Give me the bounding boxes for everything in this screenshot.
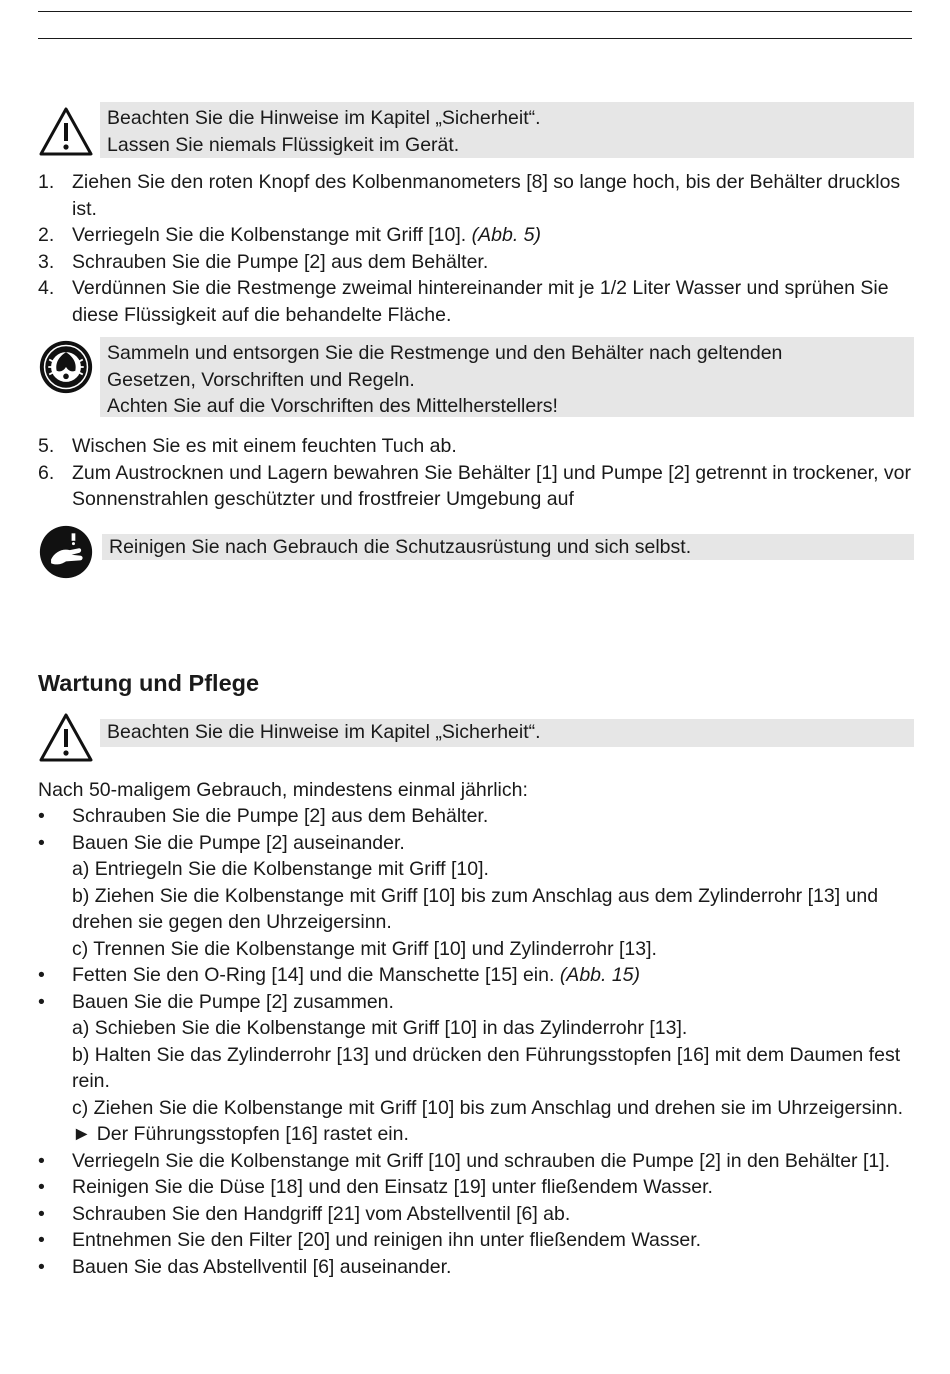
safety-notice-box <box>100 102 914 158</box>
step-number: 6. <box>38 461 55 484</box>
result-note: ► Der Führungsstopfen [16] rastet ein. <box>72 1123 409 1145</box>
cleaning-notice-box <box>102 534 914 560</box>
maintenance-steps <box>38 803 914 1280</box>
step-number: 4. <box>38 277 55 299</box>
step-text: Schrauben Sie den Handgriff [21] vom Abstellventil [6] ab. <box>72 1202 571 1225</box>
sub-step: c) Trennen Sie die Kolbenstange mit Griff [10] und Zylinderrohr [13]. <box>72 937 657 960</box>
list-item <box>38 1201 914 1228</box>
list-item <box>38 1254 914 1281</box>
bullet: • <box>38 1149 45 1172</box>
step-text: Fetten Sie den O-Ring [14] und die Manschette [15] ein. <box>72 964 555 986</box>
figure-reference: (Abb. 15) <box>559 964 641 986</box>
disposal-notice-line-2: Gesetzen, Vorschriften und Regeln. <box>107 368 415 391</box>
emptying-steps <box>38 169 914 328</box>
list-item <box>38 803 914 830</box>
sub-step: b) Halten Sie das Zylinderrohr [13] und drücken den Führungsstopfen [16] mit dem Daumen fest rein. <box>72 1043 901 1092</box>
cleaning-notice-line-1: Reinigen Sie nach Gebrauch die Schutzausrüstung und sich selbst. <box>109 536 692 558</box>
section-title: Wartung und Pflege <box>38 670 260 696</box>
step-text: Verriegeln Sie die Kolbenstange mit Griff [10] und schrauben die Pumpe [2] in den Behälter [1]. <box>72 1149 891 1172</box>
list-item <box>38 830 914 963</box>
list-item <box>38 1227 914 1254</box>
list-item <box>38 989 914 1148</box>
step-text: Zum Austrocknen und Lagern bewahren Sie Behälter [1] und Pumpe [2] getrennt in trockener, vor Sonnenstrahlen geschützter und frostfreier Umgebung auf <box>72 461 912 510</box>
header-rule-top <box>38 11 912 12</box>
step-text: Bauen Sie die Pumpe [2] auseinander. <box>72 831 405 854</box>
disposal-notice-line-3: Achten Sie auf die Vorschriften des Mittelherstellers! <box>107 395 558 417</box>
safety-notice-line-2: Lassen Sie niemals Flüssigkeit im Gerät. <box>107 133 460 156</box>
bullet: • <box>38 964 45 986</box>
list-item <box>38 222 914 249</box>
bullet: • <box>38 990 45 1013</box>
figure-reference: (Abb. 5) <box>471 224 541 246</box>
step-number: 3. <box>38 250 55 273</box>
list-item <box>38 433 914 460</box>
cleaning-notice <box>38 522 914 580</box>
warning-icon <box>38 102 94 162</box>
step-text: Verriegeln Sie die Kolbenstange mit Griff [10]. <box>72 224 467 246</box>
maintenance-intro: Nach 50-maligem Gebrauch, mindestens einmal jährlich: <box>38 779 528 801</box>
bullet: • <box>38 1202 45 1225</box>
disposal-notice-line-1: Sammeln und entsorgen Sie die Restmenge und den Behälter nach geltenden <box>107 342 783 364</box>
environment-disposal-icon <box>38 337 94 397</box>
list-item <box>38 275 914 328</box>
step-text: Reinigen Sie die Düse [18] und den Einsatz [19] unter fließendem Wasser. <box>72 1176 713 1198</box>
step-number: 5. <box>38 435 55 457</box>
step-text: Schrauben Sie die Pumpe [2] aus dem Behälter. <box>72 805 489 827</box>
storage-steps <box>38 433 914 513</box>
step-number: 1. <box>38 171 55 193</box>
bullet: • <box>38 831 45 854</box>
safety-notice-box <box>100 719 914 747</box>
list-item <box>38 1148 914 1175</box>
disposal-notice-box <box>100 337 914 417</box>
step-text: Verdünnen Sie die Restmenge zweimal hintereinander mit je 1/2 Liter Wasser und sprühen Sie diese Flüssigkeit auf die behandelte Fläche. <box>72 277 889 326</box>
step-text: Bauen Sie die Pumpe [2] zusammen. <box>72 990 394 1013</box>
bullet: • <box>38 1176 45 1198</box>
sub-step: b) Ziehen Sie die Kolbenstange mit Griff [10] bis zum Anschlag aus dem Zylinderrohr [13] und drehen sie gegen den Uhrzeigersinn. <box>72 884 879 933</box>
sub-step: c) Ziehen Sie die Kolbenstange mit Griff [10] bis zum Anschlag und drehen sie im Uhrzeigersinn. <box>72 1096 903 1119</box>
bullet: • <box>38 1229 45 1251</box>
list-item <box>38 1174 914 1201</box>
step-text: Entnehmen Sie den Filter [20] und reinigen ihn unter fließendem Wasser. <box>72 1229 702 1251</box>
warning-icon <box>38 708 94 768</box>
bullet: • <box>38 1255 45 1278</box>
sub-step: a) Entriegeln Sie die Kolbenstange mit Griff [10]. <box>72 858 489 880</box>
step-number: 2. <box>38 224 55 246</box>
step-text: Schrauben Sie die Pumpe [2] aus dem Behälter. <box>72 250 489 273</box>
wash-hands-icon <box>38 522 94 582</box>
safety-notice <box>38 102 914 159</box>
list-item <box>38 460 914 513</box>
step-text: Bauen Sie das Abstellventil [6] auseinander. <box>72 1255 452 1278</box>
safety-notice-line-1: Beachten Sie die Hinweise im Kapitel „Sicherheit“. <box>107 721 541 743</box>
step-text: Wischen Sie es mit einem feuchten Tuch ab. <box>72 435 457 457</box>
safety-notice-maintenance <box>38 708 914 758</box>
step-text: Ziehen Sie den roten Knopf des Kolbenmanometers [8] so lange hoch, bis der Behälter drucklos ist. <box>72 171 901 220</box>
list-item <box>38 249 914 276</box>
header-rule-bottom <box>38 38 912 39</box>
bullet: • <box>38 805 45 827</box>
disposal-notice <box>38 337 914 419</box>
list-item <box>38 962 914 989</box>
list-item <box>38 169 914 222</box>
sub-step: a) Schieben Sie die Kolbenstange mit Griff [10] in das Zylinderrohr [13]. <box>72 1017 688 1039</box>
safety-notice-line-1: Beachten Sie die Hinweise im Kapitel „Sicherheit“. <box>107 107 541 129</box>
